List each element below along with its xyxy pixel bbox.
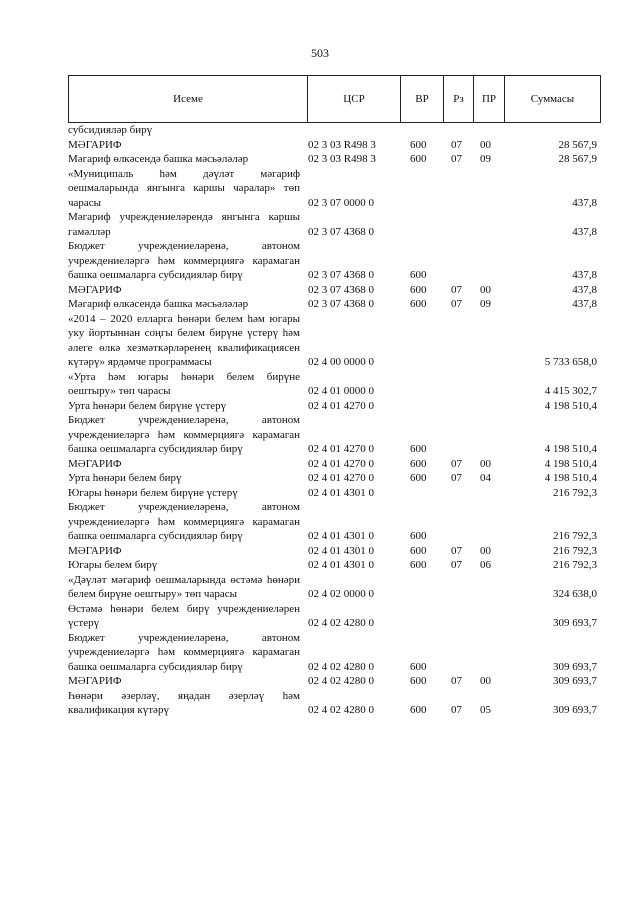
row-name: МӘГАРИФ bbox=[68, 283, 122, 296]
row-csr: 02 3 07 4368 0 bbox=[308, 225, 374, 238]
table-row bbox=[68, 297, 601, 312]
row-name: «Урта һәм югары һөнәри белем бирүне оештыру» төп чарасы bbox=[68, 370, 300, 397]
row-csr: 02 4 01 4270 0 bbox=[308, 457, 374, 470]
row-csr: 02 4 02 4280 0 bbox=[308, 617, 374, 629]
row-csr: 02 4 01 4270 0 bbox=[308, 472, 374, 484]
row-name: МӘГАРИФ bbox=[68, 138, 122, 151]
row-name: Мәгариф өлкәсендә башка мәсьәләләр bbox=[68, 153, 249, 165]
table-row bbox=[68, 602, 601, 631]
table-body bbox=[68, 123, 601, 718]
header-csr: ЦСР bbox=[307, 76, 400, 122]
header-name: Исеме bbox=[173, 93, 203, 105]
row-pr: 09 bbox=[480, 153, 491, 165]
table-row bbox=[68, 573, 601, 602]
row-name: Һөнәри әзерләү, яңадан әзерләү һәм квалификация күтәрү bbox=[68, 689, 300, 716]
page-number: 503 bbox=[311, 46, 329, 60]
row-sum: 4 198 510,4 bbox=[544, 399, 597, 412]
row-rz: 07 bbox=[451, 457, 462, 470]
row-sum: 309 693,7 bbox=[553, 660, 597, 673]
row-vr: 600 bbox=[410, 138, 427, 151]
row-sum: 437,8 bbox=[572, 196, 597, 209]
row-vr: 600 bbox=[410, 704, 427, 716]
row-vr: 600 bbox=[410, 660, 427, 673]
table-row bbox=[68, 167, 601, 211]
row-vr: 600 bbox=[410, 544, 427, 557]
row-rz: 07 bbox=[451, 675, 462, 687]
row-rz: 07 bbox=[451, 704, 462, 716]
row-name: Бюджет учреждениеләренә, автоном учреждениеләргә һәм коммерциягә карамаган башка оешмаларга субсидияләр бирү bbox=[68, 631, 300, 673]
row-csr: 02 3 03 R498 3 bbox=[308, 138, 376, 151]
row-sum: 4 198 510,4 bbox=[544, 472, 597, 484]
row-csr: 02 4 01 4270 0 bbox=[308, 443, 374, 455]
row-rz: 07 bbox=[451, 138, 462, 151]
row-sum: 216 792,3 bbox=[553, 530, 597, 542]
row-pr: 00 bbox=[480, 283, 491, 296]
table-row bbox=[68, 283, 601, 298]
row-vr: 600 bbox=[410, 457, 427, 470]
row-csr: 02 4 01 4301 0 bbox=[308, 544, 374, 557]
row-sum: 4 415 302,7 bbox=[544, 385, 597, 397]
row-sum: 4 198 510,4 bbox=[544, 457, 597, 470]
row-name: Бюджет учреждениеләренә, автоном учреждениеләргә һәм коммерциягә карамаган башка оешмаларга субсидияләр бирү bbox=[68, 240, 300, 281]
table-row bbox=[68, 674, 601, 689]
table-row bbox=[68, 312, 601, 370]
row-name: Югары белем бирү bbox=[68, 559, 158, 571]
row-name: Урта һөнәри белем бирү bbox=[68, 472, 182, 484]
header-vr: ВР bbox=[400, 76, 443, 122]
header-sum: Суммасы bbox=[504, 76, 600, 122]
header-pr: ПР bbox=[473, 76, 504, 122]
table-row bbox=[68, 152, 601, 167]
row-name: Өстәмә һөнәри белем бирү учреждениеләрен үстерү bbox=[68, 602, 300, 629]
row-rz: 07 bbox=[451, 153, 462, 165]
row-csr: 02 4 01 4270 0 bbox=[308, 399, 374, 412]
table-row bbox=[68, 123, 601, 138]
row-sum: 216 792,3 bbox=[553, 544, 597, 557]
row-vr: 600 bbox=[410, 443, 427, 455]
row-name: «2014 – 2020 елларга һөнәри белем һәм югары уку йортыннан соңгы белем бирүне үстерү һәм әлеге өлкә хезмәткәрләренең квалификациясен күтәрү» ярдәмче программасы bbox=[68, 312, 300, 368]
table-row bbox=[68, 457, 601, 472]
row-name: Урта һөнәри белем бирүне үстерү bbox=[68, 399, 227, 412]
row-sum: 437,8 bbox=[572, 283, 597, 296]
row-sum: 437,8 bbox=[572, 269, 597, 281]
table-row bbox=[68, 558, 601, 573]
row-rz: 07 bbox=[451, 544, 462, 557]
row-rz: 07 bbox=[451, 283, 462, 296]
table-row bbox=[68, 399, 601, 414]
row-csr: 02 3 07 0000 0 bbox=[308, 196, 374, 209]
row-csr: 02 4 02 0000 0 bbox=[308, 588, 374, 600]
header-rz: Рз bbox=[443, 76, 473, 122]
row-csr: 02 3 07 4368 0 bbox=[308, 298, 374, 310]
row-sum: 437,8 bbox=[572, 298, 597, 310]
row-csr: 02 4 01 4301 0 bbox=[308, 559, 374, 571]
table-header bbox=[68, 75, 601, 123]
row-csr: 02 4 02 4280 0 bbox=[308, 704, 374, 716]
row-sum: 5 733 658,0 bbox=[544, 356, 597, 368]
row-pr: 00 bbox=[480, 544, 491, 557]
row-pr: 00 bbox=[480, 457, 491, 470]
row-sum: 437,8 bbox=[572, 225, 597, 238]
row-vr: 600 bbox=[410, 472, 427, 484]
row-sum: 216 792,3 bbox=[553, 486, 597, 499]
row-csr: 02 4 02 4280 0 bbox=[308, 675, 374, 687]
row-csr: 02 4 01 4301 0 bbox=[308, 530, 374, 542]
row-name: «Муниципаль һәм дәүләт мәгариф оешмаларында янгынга каршы чаралар» төп чарасы bbox=[68, 167, 300, 209]
row-name: субсидияләр бирү bbox=[68, 124, 153, 136]
row-csr: 02 4 01 0000 0 bbox=[308, 385, 374, 397]
row-vr: 600 bbox=[410, 269, 427, 281]
row-vr: 600 bbox=[410, 283, 427, 296]
table-row bbox=[68, 471, 601, 486]
row-name: МӘГАРИФ bbox=[68, 457, 122, 470]
row-pr: 00 bbox=[480, 675, 491, 687]
row-pr: 00 bbox=[480, 138, 491, 151]
row-sum: 324 638,0 bbox=[553, 588, 597, 600]
table-row bbox=[68, 370, 601, 399]
row-vr: 600 bbox=[410, 153, 427, 165]
table-row bbox=[68, 210, 601, 239]
table-row bbox=[68, 138, 601, 153]
row-pr: 04 bbox=[480, 472, 491, 484]
row-name: Мәгариф өлкәсендә башка мәсьәләләр bbox=[68, 298, 249, 310]
table-row bbox=[68, 544, 601, 559]
table-row bbox=[68, 486, 601, 501]
row-name: «Дәүләт мәгариф оешмаларында өстәмә һөнәри белем бирүне оештыру» төп чарасы bbox=[68, 573, 300, 600]
row-csr: 02 4 01 4301 0 bbox=[308, 486, 374, 499]
row-rz: 07 bbox=[451, 472, 462, 484]
row-vr: 600 bbox=[410, 675, 427, 687]
row-sum: 216 792,3 bbox=[553, 559, 597, 571]
table-row bbox=[68, 239, 601, 283]
row-name: Бюджет учреждениеләренә, автоном учреждениеләргә һәм коммерциягә карамаган башка оешмаларга субсидияләр бирү bbox=[68, 501, 300, 542]
row-csr: 02 3 03 R498 3 bbox=[308, 153, 376, 165]
row-pr: 06 bbox=[480, 559, 491, 571]
row-vr: 600 bbox=[410, 298, 427, 310]
row-name: Бюджет учреждениеләренә, автоном учреждениеләргә һәм коммерциягә карамаган башка оешмаларга субсидияләр бирү bbox=[68, 414, 300, 455]
row-csr: 02 3 07 4368 0 bbox=[308, 283, 374, 296]
row-rz: 07 bbox=[451, 559, 462, 571]
budget-table bbox=[68, 75, 601, 718]
row-sum: 309 693,7 bbox=[553, 704, 597, 716]
row-csr: 02 4 00 0000 0 bbox=[308, 356, 374, 368]
table-row bbox=[68, 413, 601, 457]
row-sum: 4 198 510,4 bbox=[544, 443, 597, 455]
row-name: МӘГАРИФ bbox=[68, 675, 122, 687]
row-sum: 28 567,9 bbox=[558, 138, 597, 151]
row-sum: 309 693,7 bbox=[553, 617, 597, 629]
row-name: Мәгариф учреждениеләрендә янгынга каршы гамәлләр bbox=[68, 211, 300, 238]
row-name: МӘГАРИФ bbox=[68, 544, 122, 557]
row-sum: 309 693,7 bbox=[553, 675, 597, 687]
row-name: Югары һөнәри белем бирүне үстерү bbox=[68, 486, 238, 499]
table-row bbox=[68, 631, 601, 675]
row-csr: 02 4 02 4280 0 bbox=[308, 660, 374, 673]
row-vr: 600 bbox=[410, 530, 427, 542]
row-csr: 02 3 07 4368 0 bbox=[308, 269, 374, 281]
row-vr: 600 bbox=[410, 559, 427, 571]
table-row bbox=[68, 689, 601, 718]
row-pr: 09 bbox=[480, 298, 491, 310]
table-row bbox=[68, 500, 601, 544]
row-pr: 05 bbox=[480, 704, 491, 716]
row-sum: 28 567,9 bbox=[558, 153, 597, 165]
row-rz: 07 bbox=[451, 298, 462, 310]
